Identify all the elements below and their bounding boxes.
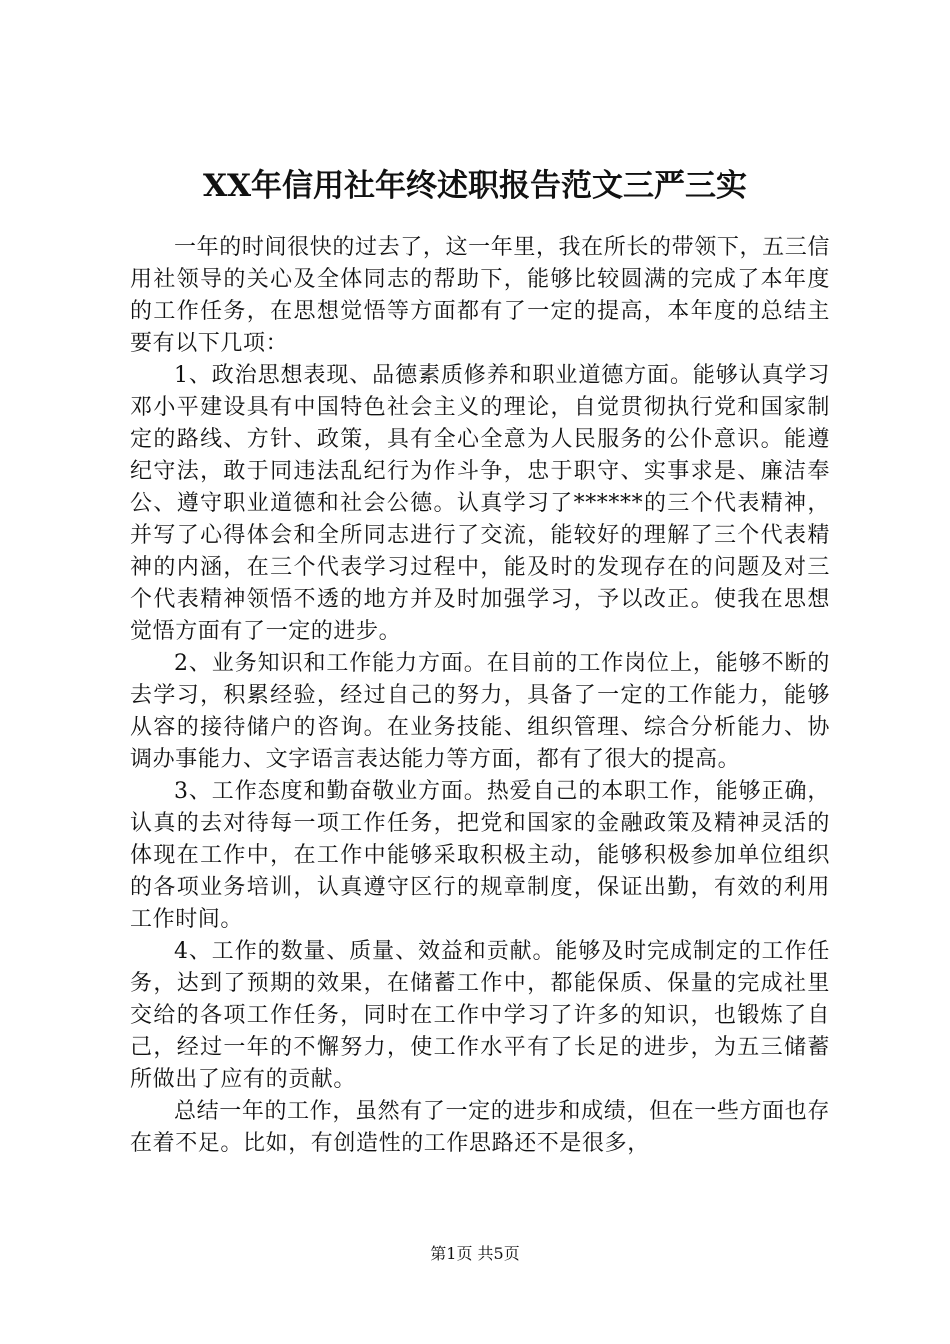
page-number-footer: 第1页 共5页 <box>430 1244 520 1263</box>
paragraph-business: 2、业务知识和工作能力方面。在目前的工作岗位上，能够不断的去学习，积累经验，经过自己的努力，具备了一定的工作能力，能够从容的接待储户的咨询。在业务技能、组织管理、综合分析能力、协调办事能力、文字语言表达能力等方面，都有了很大的提高。 <box>130 651 830 772</box>
paragraph-intro: 一年的时间很快的过去了，这一年里，我在所长的带领下，五三信用社领导的关心及全体同志的帮助下，能够比较圆满的完成了本年度的工作任务，在思想觉悟等方面都有了一定的提高，本年度的总结主要有以下几项： <box>130 235 830 356</box>
paragraph-political: 1、政治思想表现、品德素质修养和职业道德方面。能够认真学习邓小平建设具有中国特色社会主义的理论，自觉贯彻执行党和国家制定的路线、方针、政策，具有全心全意为人民服务的公仆意识。能遵纪守法，敢于同违法乱纪行为作斗争，忠于职守、实事求是、廉洁奉公、遵守职业道德和社会公德。认真学习了******的三个代表精神，并写了心得体会和全所同志进行了交流，能较好的理解了三个代表精神的内涵，在三个代表学习过程中，能及时的发现存在的问题及对三个代表精神领悟不透的地方并及时加强学习，予以改正。使我在思想觉悟方面有了一定的进步。 <box>130 363 830 644</box>
document-title: XX年信用社年终述职报告范文三严三实 <box>202 168 748 204</box>
paragraph-quantity: 4、工作的数量、质量、效益和贡献。能够及时完成制定的工作任务，达到了预期的效果，在储蓄工作中，都能保质、保量的完成社里交给的各项工作任务，同时在工作中学习了许多的知识，也锻炼了自己，经过一年的不懈努力，使工作水平有了长足的进步，为五三储蓄所做出了应有的贡献。 <box>130 939 830 1092</box>
paragraph-summary: 总结一年的工作，虽然有了一定的进步和成绩，但在一些方面也存在着不足。比如，有创造性的工作思路还不是很多， <box>130 1099 830 1156</box>
paragraph-attitude: 3、工作态度和勤奋敬业方面。热爱自己的本职工作，能够正确，认真的去对待每一项工作任务，把党和国家的金融政策及精神灵活的体现在工作中，在工作中能够采取积极主动，能够积极参加单位组织的各项业务培训，认真遵守区行的规章制度，保证出勤，有效的利用工作时间。 <box>130 779 830 932</box>
document-body <box>130 232 830 1160</box>
